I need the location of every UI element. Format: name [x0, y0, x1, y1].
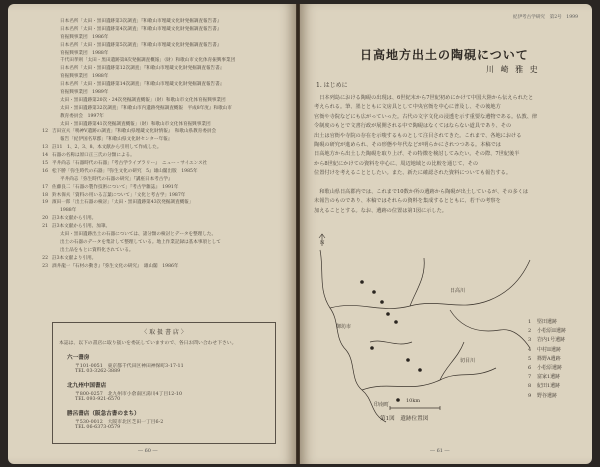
scale-bar	[390, 406, 440, 410]
site-marker	[418, 368, 422, 372]
endnote-line	[34, 50, 284, 58]
endnote-text: 千代田孝則「太田・黒田遺跡第8次発掘調査概報」（財）和歌山市文化体育振興事業団	[60, 58, 236, 64]
site-marker	[394, 320, 398, 324]
store-address: 〒800-0257 北九州市小倉南区湯川4丁目12-10	[75, 392, 183, 397]
site-marker	[372, 290, 376, 294]
legend-label: 紀田1遺跡	[537, 383, 561, 390]
legend-item	[528, 327, 586, 336]
body-line: 未報告のものであり、本稿ではそれらの資料を集成するとともに、若干の考察を	[314, 198, 501, 205]
endnote-number: 17	[42, 184, 48, 190]
page-number-right: ― 61 ―	[430, 448, 450, 454]
legend-item	[528, 373, 586, 382]
legend-number: 9	[528, 392, 532, 399]
body-line: 陶硯の研究が進められ、その形態や年代などが明らかにされつつある。本稿では	[314, 141, 501, 148]
legend-item	[528, 382, 586, 391]
body-line: 令制度のもとで文書行政が展開される中で陶硯はなくてはならない道具であり、その	[314, 123, 512, 130]
legend-item	[528, 355, 586, 364]
endnote-number: 15	[42, 161, 48, 167]
endnote-line	[34, 207, 284, 215]
endnote-text: 註3本文献から引用。	[52, 216, 97, 222]
legend-number: 6	[528, 365, 532, 372]
endnote-number: 12	[42, 129, 48, 135]
endnote-text: 日本名所「太田・黒田遺跡第3次調査」『和歌山市埋蔵文化財発掘調査報告書』	[60, 19, 222, 24]
store-phone: TEL 093-921-6570	[75, 397, 121, 402]
bookstore-box-title: 〈 取 扱 書 店 〉	[141, 329, 187, 336]
endnote-line	[34, 18, 284, 26]
legend-number: 4	[528, 346, 532, 353]
endnote-text: 日本名所「太田・黒田遺跡第14次調査」『和歌山市埋蔵文化財発掘調査報告書』	[60, 82, 225, 88]
endnote-number: 21	[42, 224, 48, 230]
endnote-text: 鈴木保夫「資料の用いる言葉について」「文化と考古学」1987年	[52, 192, 186, 198]
endnote-text: 酒井龍一『石材の動き』『弥生文化の研究』 雄山閣 1986年	[52, 263, 179, 269]
river-kirime	[362, 368, 496, 390]
body-line: 日本列島における陶硯の出現は、6世紀末から7世紀初めにかけて中国大陸から伝えられたと	[314, 95, 534, 101]
map-label-place: 御坊市	[336, 324, 352, 330]
body-line: 和歌山県日高郡内では、これまで10数か所の遺跡から陶硯が出土しているが、その多くは	[314, 188, 529, 195]
endnote-line	[34, 255, 284, 263]
site-marker	[406, 358, 410, 362]
legend-number: 8	[528, 383, 532, 390]
endnote-line	[34, 199, 284, 207]
legend-number: 5	[528, 355, 532, 362]
body-line: 官衙や寺院などにも広がっていった。古代の文字文化の浸透を示す重要な遺物である。仏教、律	[314, 113, 538, 120]
legend-item	[528, 392, 586, 401]
endnote-line	[34, 113, 284, 121]
section-heading: 1. はじめに	[316, 82, 348, 89]
body-line: 考えられる。筆、墨とともに文房具として中央官衙を中心に普及し、その後地方	[314, 104, 501, 111]
endnote-text: 育振興事業団 1988年	[60, 50, 109, 56]
endnote-text: 日本名所「太田・黒田遺跡第4次調査」『和歌山市埋蔵文化財発掘調査報告書』	[60, 26, 222, 32]
endnote-text: 平井尚志「石器時代の石器」『考古学ライブラリー』 ニュー・サイエンス社	[52, 161, 208, 167]
endnote-text: 育振興事業団 1988年	[60, 74, 109, 80]
endnote-text: 石器の名称は原口正三氏の分類による。	[52, 153, 135, 159]
site-marker	[370, 346, 374, 350]
endnote-line	[34, 26, 284, 34]
endnote-number: 20	[42, 216, 48, 222]
endnote-line	[34, 105, 284, 113]
endnote-line	[34, 144, 284, 152]
endnote-text: 吉田宣夫「鳴神V遺跡の調査」『和歌山県埋蔵文化財情報』 和歌山県教育委員会	[52, 129, 217, 135]
legend-number: 7	[528, 374, 532, 381]
endnote-text: 佐藤良二「石器の製作技術について」『考古学雑誌』 1991年	[52, 184, 179, 190]
endnote-text: 註3本文献より引用。	[52, 255, 97, 261]
figure-caption: 第1図 遺跡位置図	[380, 416, 429, 422]
legend-item	[528, 364, 586, 373]
article-author: 川 崎 雅 史	[486, 65, 540, 74]
endnote-line	[34, 73, 284, 81]
bookstore-box	[52, 322, 276, 444]
legend-label: 中村II遺跡	[537, 346, 561, 353]
endnote-line	[34, 89, 284, 97]
endnote-text: 註3本文献から引用、加筆。	[52, 224, 111, 230]
legend-label: 岩内1号遺跡	[537, 337, 566, 344]
store-phone: TEL 03-3262-3889	[75, 369, 121, 374]
endnote-text: 報告「紀伊国名草郡」『和歌山県文化財センター年報』	[60, 137, 173, 143]
legend-label: 小松原II遺跡	[537, 328, 566, 335]
page-number-left: ― 60 ―	[138, 448, 158, 454]
bookstore-intro: 本誌は、以下の書店に取り扱いを委託していますので、各日お問い合わせ下さい。	[59, 341, 237, 346]
body-line	[314, 179, 580, 188]
legend-label: 富家1遺跡	[537, 374, 561, 381]
endnote-line	[34, 192, 284, 200]
store-name: 北九州中国書店	[67, 383, 107, 389]
endnote-line	[34, 215, 284, 223]
endnote-number: 22	[42, 255, 48, 261]
river-branch	[370, 341, 412, 344]
site-marker	[360, 280, 364, 284]
endnote-text: 出土品をもとに資料化されている。	[60, 247, 134, 253]
coastline	[320, 250, 386, 422]
endnote-text: 註11 1、2、3、8、本文献から引用して作成した。	[52, 145, 162, 151]
endnote-line	[34, 239, 284, 247]
legend-number: 1	[528, 319, 532, 325]
endnote-line	[34, 136, 284, 144]
endnote-line	[34, 231, 284, 239]
map-label-place: 印南町	[374, 402, 390, 408]
site-marker	[380, 300, 384, 304]
endnote-line	[34, 121, 284, 129]
article-body	[314, 94, 580, 216]
endnote-number: 14	[42, 153, 48, 159]
endnote-text: 太田・黒田遺跡第41次発掘調査概報」（財）和歌山市文化体育振興事業団	[60, 121, 211, 127]
endnote-line	[34, 176, 284, 184]
endnote-text: 出土の石器のデータを集計して整理している。地上作業記録は基本事項として	[60, 239, 221, 245]
endnote-text: 日本名所「太田・黒田遺跡第5次調査」『和歌山市埋蔵文化財発掘調査報告書』	[60, 42, 222, 48]
endnote-line	[34, 168, 284, 176]
endnote-line	[34, 223, 284, 231]
body-line: 加えることとする。なお、遺跡の位置は第1図に示した。	[314, 207, 447, 214]
store-name: 勝呂書店（阪急古書のまち）	[67, 411, 140, 417]
endnote-number: 19	[42, 200, 48, 206]
legend-label: 野谷遺跡	[537, 392, 558, 399]
map-label-river2: 切目川	[460, 358, 476, 364]
endnote-line	[34, 42, 284, 50]
legend-label: 小松原遺跡	[537, 365, 563, 372]
endnote-line	[34, 97, 284, 105]
endnote-line	[34, 57, 284, 65]
endnote-line	[34, 263, 284, 271]
legend-label: 篠野A遺跡	[537, 355, 561, 362]
endnote-number: 13	[42, 145, 48, 151]
endnote-line	[34, 128, 284, 136]
endnote-number: 18	[42, 192, 48, 198]
map-legend	[528, 318, 586, 401]
legend-item	[528, 336, 586, 345]
store-address: 〒101-0051 東京都千代田区神田神保町3-17-11	[75, 364, 184, 369]
endnote-line	[34, 152, 284, 160]
store-name: 六一書房	[67, 355, 90, 361]
site-marker	[396, 398, 400, 402]
endnote-number: 16	[42, 168, 48, 174]
body-line: 出土は官衙や寺院の存在を示唆するものとして注目されてきた。これまで、各地における	[314, 132, 522, 139]
endnote-text: 1988年	[60, 208, 77, 214]
legend-number: 3	[528, 337, 532, 344]
endnote-line	[34, 247, 284, 255]
legend-item	[528, 318, 586, 327]
endnote-text: 松下勝「弥生時代の石器」『弥生文化の研究 5』雄山閣出版 1985年	[52, 168, 198, 174]
site-marker	[386, 312, 390, 316]
river-branch	[450, 310, 530, 348]
endnote-line	[34, 34, 284, 42]
article-title: 日高地方出土の陶硯について	[360, 48, 529, 62]
store-phone: TEL 06-6373-0579	[75, 425, 121, 430]
endnote-line	[34, 184, 284, 192]
endnote-text: 濱田一郎「出土石器の検討」「太田・黒田遺跡第43次発掘調査概報」	[52, 200, 194, 206]
running-header: 紀伊考古学研究 第2号 1999	[512, 15, 578, 20]
endnote-text: 太田・黒田遺跡出土の石器については、諸分類の検討とデータを整理した。	[60, 232, 217, 238]
legend-item	[528, 346, 586, 355]
body-line: から8世紀にかけての資料を中心に、周辺地域との比較を通じて、その	[314, 160, 479, 167]
left-page	[8, 4, 296, 464]
endnote-text: 育振興事業団 1989年	[60, 90, 109, 96]
store-address: 〒530-0012 大阪市北区芝田一丁目6-2	[75, 420, 164, 425]
river-branch	[410, 258, 424, 306]
body-line: 日高地方から出土した陶硯を取り上げ、その特徴を検討してみたい。その際、7世紀後半	[314, 151, 520, 158]
endnote-text: 育振興事業団 1986年	[60, 34, 109, 40]
endnote-text: 平井尚志「弥生時代の石器の研究」『講座日本考古学』	[60, 176, 173, 182]
endnote-line	[34, 160, 284, 168]
endnote-text: 日本名所「太田・黒田遺跡第12次調査」『和歌山市埋蔵文化財発掘調査報告書』	[60, 66, 225, 72]
legend-number: 2	[528, 328, 532, 335]
endnote-text: 太田・黒田遺跡第20次・24次発掘調査概報」（財）和歌山市文化体育振興事業団	[60, 97, 226, 103]
body-line: 位置付けを考えることとしたい。また、新たに確認された資料についても報告する。	[314, 170, 512, 177]
legend-label: 堅田遺跡	[537, 319, 558, 325]
endnotes-list	[34, 18, 284, 271]
river-hidaka	[330, 260, 530, 309]
endnote-number: 23	[42, 263, 48, 269]
endnote-line	[34, 81, 284, 89]
map-label-river1: 日高川	[450, 288, 466, 294]
endnote-text: 教育委員会 1997年	[60, 113, 104, 119]
north-arrow-label: N	[320, 240, 325, 246]
scale-label: 10km	[406, 398, 421, 404]
endnote-line	[34, 65, 284, 73]
endnote-text: 太田・黒田遺跡第32次調査」『和歌山市内遺跡発掘調査概報 平成8年度』和歌山市	[60, 105, 232, 111]
